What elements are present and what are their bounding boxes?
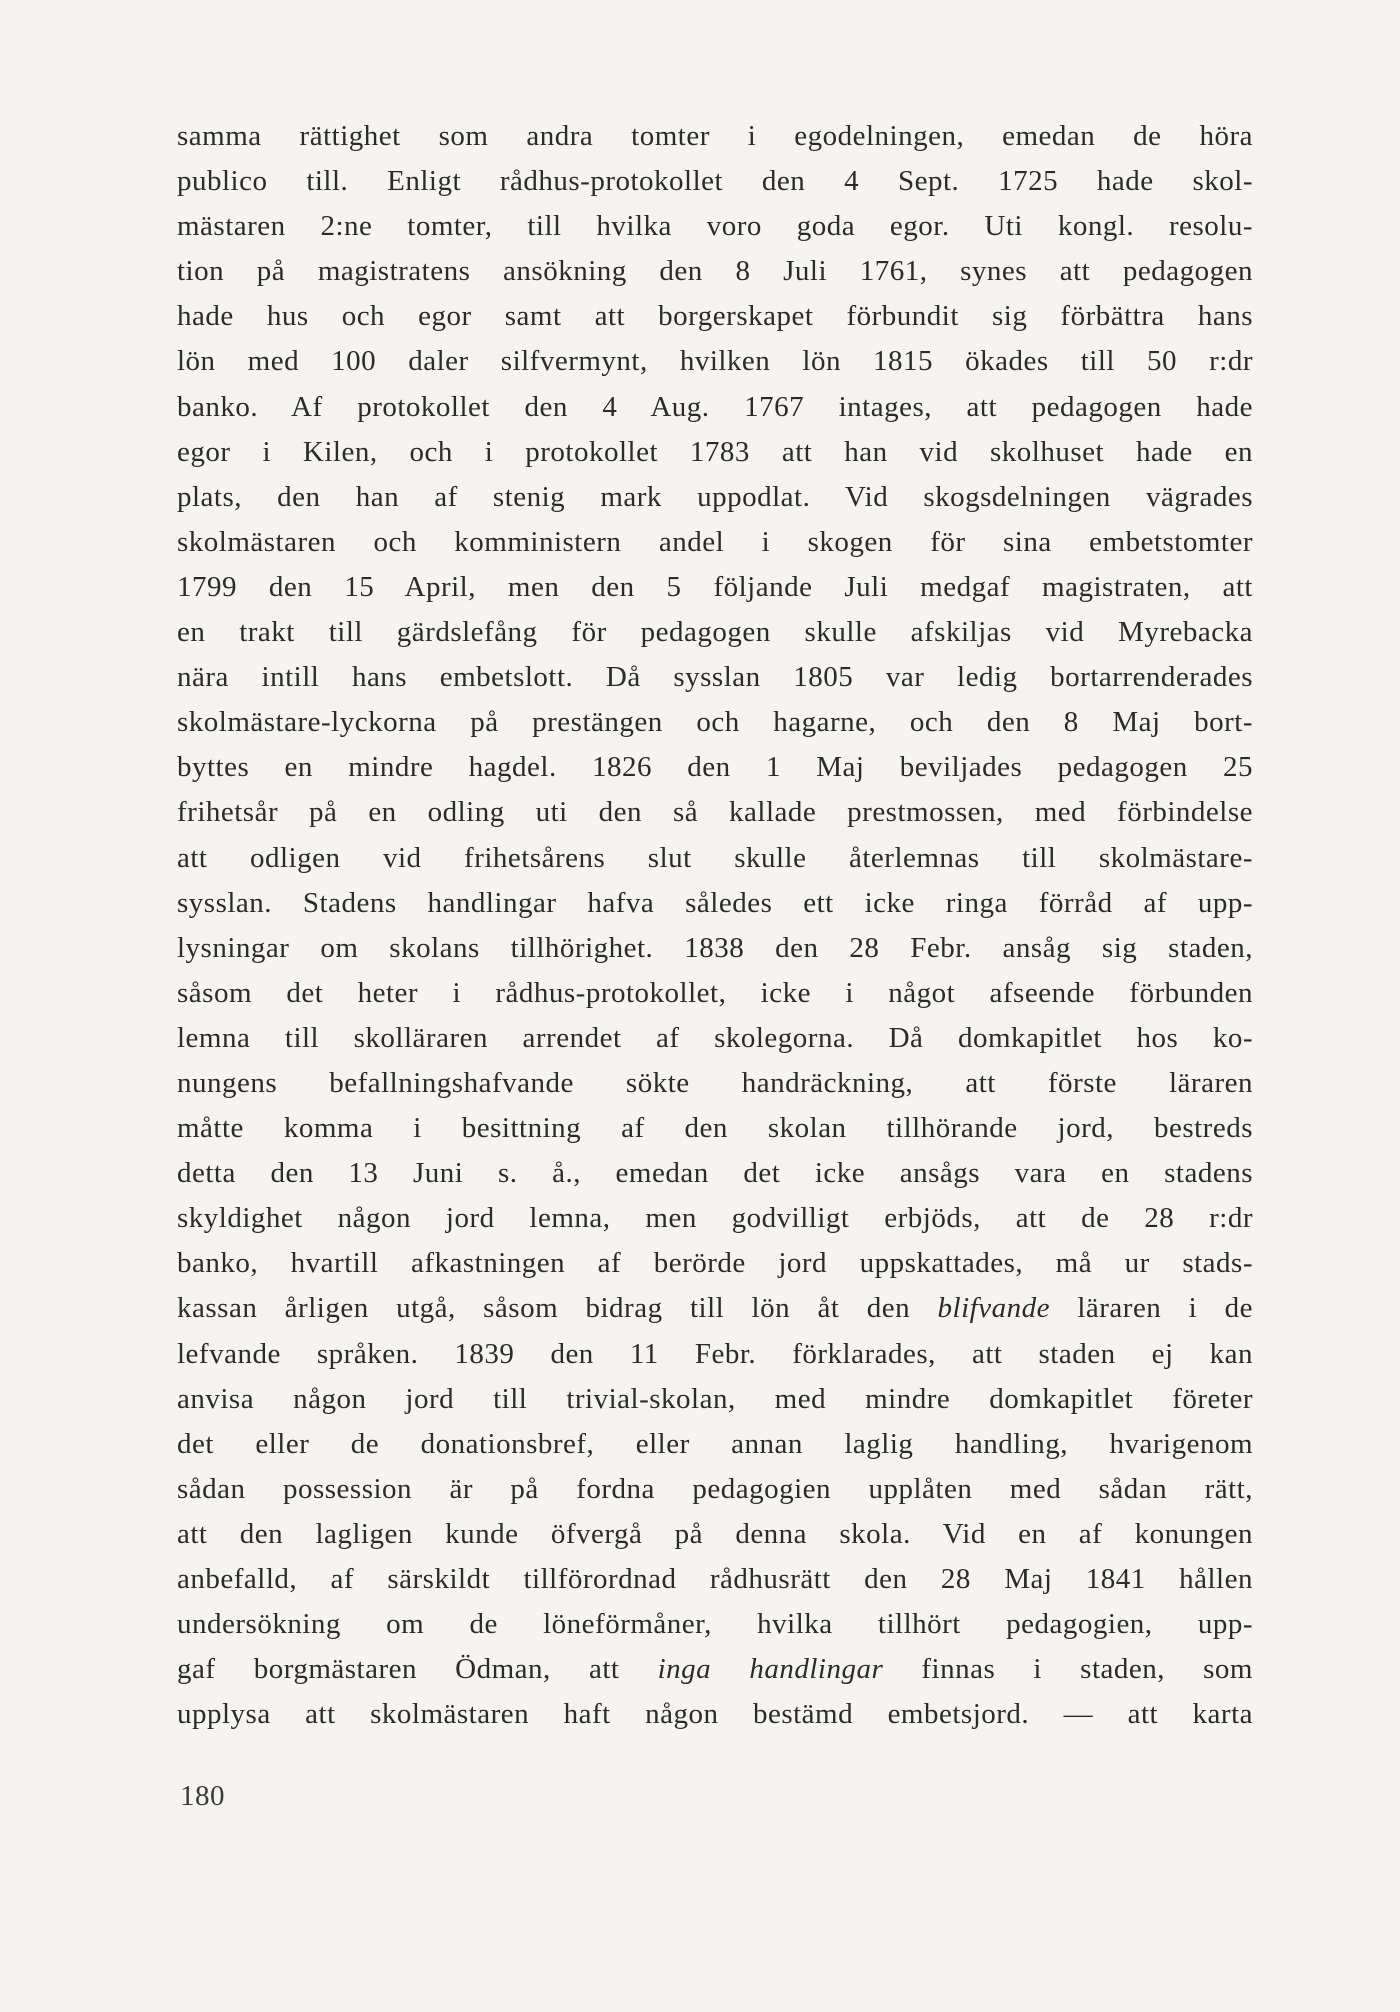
text-line: egor i Kilen, och i protokollet 1783 att han vid skolhuset hade en — [177, 435, 1253, 468]
text-line: banko. Af protokollet den 4 Aug. 1767 intages, att pedagogen hade — [177, 390, 1253, 423]
text-line: nungens befallningshafvande sökte handräckning, att förste läraren — [177, 1066, 1253, 1099]
text-line: samma rättighet som andra tomter i egodelningen, emedan de höra — [177, 120, 1253, 152]
text-line: mästaren 2:ne tomter, till hvilka voro goda egor. Uti kongl. resolu- — [177, 210, 1253, 243]
text-line: att den lagligen kunde öfvergå på denna skola. Vid en af konungen — [177, 1517, 1253, 1550]
text-line: 1799 den 15 April, men den 5 följande Juli medgaf magistraten, att — [177, 570, 1253, 603]
text-line: detta den 13 Juni s. å., emedan det icke ansågs vara en stadens — [177, 1157, 1253, 1190]
text-line: lefvande språken. 1839 den 11 Febr. förklarades, att staden ej kan — [177, 1337, 1253, 1370]
text-line: anvisa någon jord till trivial-skolan, med mindre domkapitlet företer — [177, 1382, 1253, 1415]
text-line: publico till. Enligt rådhus-protokollet den 4 Sept. 1725 hade skol- — [177, 165, 1253, 198]
text-segment: finnas i staden, som — [883, 1653, 1253, 1686]
text-line: lysningar om skolans tillhörighet. 1838 den 28 Febr. ansåg sig staden, — [177, 931, 1253, 964]
body-text — [177, 114, 1253, 1737]
text-line: banko, hvartill afkastningen af berörde jord uppskattades, må ur stads- — [177, 1247, 1253, 1280]
text-line: att odligen vid frihetsårens slut skulle återlemnas till skolmästare- — [177, 841, 1253, 874]
text-line: skyldighet någon jord lemna, men godvilligt erbjöds, att de 28 r:dr — [177, 1202, 1253, 1235]
text-line: undersökning om de löneförmåner, hvilka tillhört pedagogien, upp- — [177, 1608, 1253, 1641]
page-number: 180 — [180, 1780, 225, 1812]
text-line: nära intill hans embetslott. Då sysslan 1805 var ledig bortarrenderades — [177, 661, 1253, 694]
text-segment: kassan årligen utgå, såsom bidrag till lön åt den — [177, 1292, 938, 1325]
text-segment: läraren i de — [1049, 1292, 1253, 1325]
text-line: sysslan. Stadens handlingar hafva således ett icke ringa förråd af upp- — [177, 886, 1253, 919]
text-line: en trakt till gärdslefång för pedagogen skulle afskiljas vid Myrebacka — [177, 616, 1253, 649]
italic-phrase: inga handlingar — [657, 1653, 884, 1686]
text-line: måtte komma i besittning af den skolan tillhörande jord, bestreds — [177, 1112, 1253, 1145]
text-line: det eller de donationsbref, eller annan laglig handling, hvarigenom — [177, 1427, 1253, 1460]
text-line: anbefalld, af särskildt tillförordnad rådhusrätt den 28 Maj 1841 hållen — [177, 1563, 1253, 1595]
text-line: skolmästaren och komministern andel i skogen för sina embetstomter — [177, 525, 1253, 558]
text-line: plats, den han af stenig mark uppodlat. Vid skogsdelningen vägrades — [177, 480, 1253, 513]
text-segment: gaf borgmästaren Ödman, att — [177, 1653, 658, 1686]
text-line: upplysa att skolmästaren haft någon bestämd embetsjord. — att karta — [177, 1698, 1253, 1731]
text-line: byttes en mindre hagdel. 1826 den 1 Maj beviljades pedagogen 25 — [177, 751, 1253, 784]
italic-word: blifvande — [937, 1292, 1050, 1325]
text-line: lemna till skolläraren arrendet af skolegorna. Då domkapitlet hos ko- — [177, 1021, 1253, 1054]
text-line: såsom det heter i rådhus-protokollet, icke i något afseende förbunden — [177, 976, 1253, 1009]
text-line: lön med 100 daler silfvermynt, hvilken lön 1815 ökades till 50 r:dr — [177, 345, 1253, 378]
text-line — [177, 1647, 1253, 1692]
text-line: tion på magistratens ansökning den 8 Juli 1761, synes att pedagogen — [177, 255, 1253, 288]
text-line: frihetsår på en odling uti den så kallade prestmossen, med förbindelse — [177, 796, 1253, 829]
text-line: hade hus och egor samt att borgerskapet förbundit sig förbättra hans — [177, 300, 1253, 333]
text-line — [177, 1286, 1253, 1331]
text-line: sådan possession är på fordna pedagogien upplåten med sådan rätt, — [177, 1472, 1253, 1505]
text-line: skolmästare-lyckorna på prestängen och hagarne, och den 8 Maj bort- — [177, 706, 1253, 739]
